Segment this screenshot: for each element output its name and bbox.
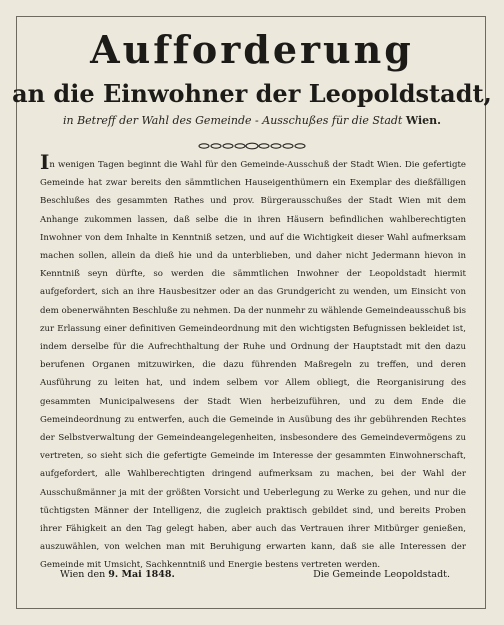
subline-text: in Betreff der Wahl des Gemeinde - Ausschußes für die Stadt <box>62 114 406 127</box>
poster-body <box>40 150 466 571</box>
poster-subtitle: an die Einwohner der Leopoldstadt, <box>12 79 492 108</box>
date-value: 9. Mai 1848. <box>108 569 175 580</box>
poster-title: Aufforderung <box>90 27 414 72</box>
poster-subline <box>0 114 504 128</box>
body-text: n wenigen Tagen beginnt die Wahl für den Gemeinde-Ausschuß der Stadt Wien. Die gefertigte Gemeinde hat zwar bereits den sämmtlichen Hauseigenthümern ein Exemplar des dießfälligen Beschlußes des gesammten Rathes und prov. Bürgerausschußes der Stadt Wien mit dem Anhange zukommen lassen, daß selbe die in ihren Häusern befindlichen wahlberechtigten Inwohner von dem Inhalte in Kenntniß setzen, und auf die Wichtigkeit dieser Wahl aufmerksam machen sollen, allein da dieß hie und da unterblieben, und daher nicht Jedermann hievon in Kenntniß seyn dürfte, so werden die sämmtlichen Inwohner der Leopoldstadt hiermit aufgefordert, sich an ihre Hausbesitzer oder an das Grundgericht zu wenden, um Einsicht von dem obenerwähnten Beschluße zu nehmen. Da der nunmehr zu wählende Gemeindeausschuß bis zur Erlassung einer definitiven Gemeindeordnung mit den wichtigsten Befugnissen bekleidet ist, indem derselbe für die Aufrechthaltung der Ruhe und Ordnung der Hauptstadt mit den dazu berufenen Organen mitzuwirken, die dazu führenden Maßregeln zu treffen, und deren Ausführung zu leiten hat, und indem selbem vor Allem obliegt, die Reorganisirung des gesammten Municipalwesens der Stadt Wien herbeizuführen, und zu dem Ende die Gemeindeordnung zu entwerfen, auch die Gemeinde in Ausübung des ihr gebührenden Rechtes der Selbstverwaltung der Gemeindeangelegenheiten, insbesondere des Gemeindevermögens zu vertreten, so sieht sich die gefertigte Gemeinde im Interesse der gesammten Einwohnerschaft, aufgefordert, alle Wahlberechtigten dringend aufmerksam zu machen, bei der Wahl der Ausschußmänner ja mit der größten Vorsicht und Ueberlegung zu Werke zu gehen, und nur die tüchtigsten Männer der Intelligenz, die zugleich praktisch gebildet sind, und bereits Proben ihrer Fähigkeit an den Tag gelegt haben, aber auch das Vertrauen ihrer Mitbürger genießen, auszuwählen, von welchen man mit Beruhigung erwarten kann, daß sie alle Interessen der Gemeinde mit Umsicht, Sachkenntniß und Energie bestens vertreten werden. <box>40 160 466 571</box>
body-initial: I <box>40 150 50 174</box>
decorative-rule-icon <box>196 142 308 150</box>
place-label: Wien den <box>60 569 109 580</box>
place-date <box>60 568 230 582</box>
subline-city: Wien. <box>405 114 442 127</box>
signature: Die Gemeinde Leopoldstadt. <box>313 569 450 580</box>
